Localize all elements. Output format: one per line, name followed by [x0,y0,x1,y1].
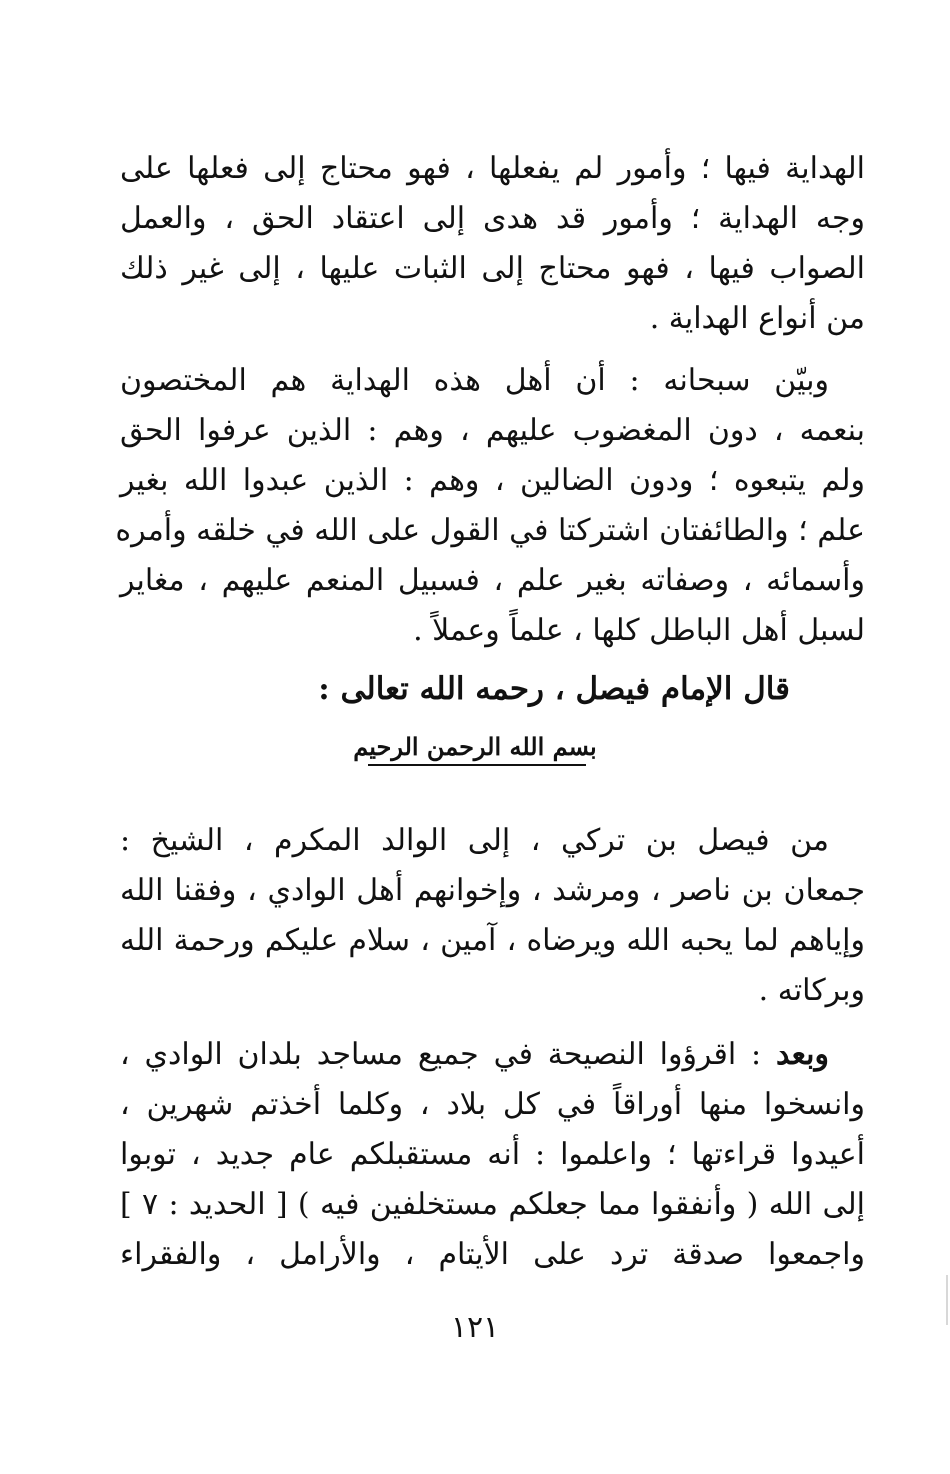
text-line: أعيدوا قراءتها ؛ واعلموا : أنه مستقبلكم عام جديد ، توبوا [120,1137,865,1172]
basmala-calligraphy: بسم الله الرحمن الرحيم [353,732,597,761]
text-line: جمعان بن ناصر ، ومرشد ، وإخوانهم أهل الوادي ، وفقنا الله [120,873,865,908]
text-line: الصواب فيها ، فهو محتاج إلى الثبات عليها ، إلى غير ذلك [120,251,865,286]
text-line: وأسمائه ، وصفاته بغير علم ، فسبيل المنعم عليهم ، مغاير [120,563,865,598]
text-line: من فيصل بن تركي ، إلى الوالد المكرم ، الشيخ : [120,823,829,858]
text-line: لسبل أهل الباطل كلها ، علماً وعملاً . [413,613,865,648]
text-line: وانسخوا منها أوراقاً في كل بلاد ، وكلما أخذتم شهرين ، [120,1087,865,1122]
text-line [120,1030,865,1080]
section-heading: قال الإمام فيصل ، رحمه الله تعالى : [318,671,790,707]
text-line: وإياهم لما يحبه الله ويرضاه ، آمين ، سلام عليكم ورحمة الله [120,923,865,958]
paragraph-letter-body [120,1030,865,1280]
text-line: وبيّن سبحانه : أن أهل هذه الهداية هم المختصون [120,363,829,398]
lead-word: وبعد [775,1037,829,1072]
text-line: علم ؛ والطائفتان اشتركتا في القول على الله في خلقه وأمره [115,513,865,548]
page-number: ١٢١ [450,1310,500,1345]
paragraph-guidance-types [120,144,865,344]
paragraph-letter-opening [120,816,865,1016]
basmala-underline [368,764,586,766]
text-line-rest: : اقرؤوا النصيحة في جميع مساجد بلدان الوادي ، [120,1037,776,1072]
text-line: وبركاته . [758,973,865,1008]
text-line: بنعمه ، دون المغضوب عليهم ، وهم : الذين عرفوا الحق [120,413,865,448]
text-line: من أنواع الهداية . [649,301,865,336]
text-line: إلى الله ( وأنفقوا مما جعلكم مستخلفين فيه ) [ الحديد : ٧ ] [120,1187,865,1222]
text-line: وجه الهداية ؛ وأمور قد هدى إلى اعتقاد الحق ، والعمل [120,201,865,236]
text-line: الهداية فيها ؛ وأمور لم يفعلها ، فهو محتاج إلى فعلها على [120,151,865,186]
paragraph-people-of-guidance [115,356,865,656]
text-line: ولم يتبعوه ؛ ودون الضالين ، وهم : الذين عبدوا الله بغير [120,463,865,498]
scan-edge-mark [946,1275,948,1325]
text-line: واجمعوا صدقة ترد على الأيتام ، والأرامل ، والفقراء [120,1237,865,1272]
